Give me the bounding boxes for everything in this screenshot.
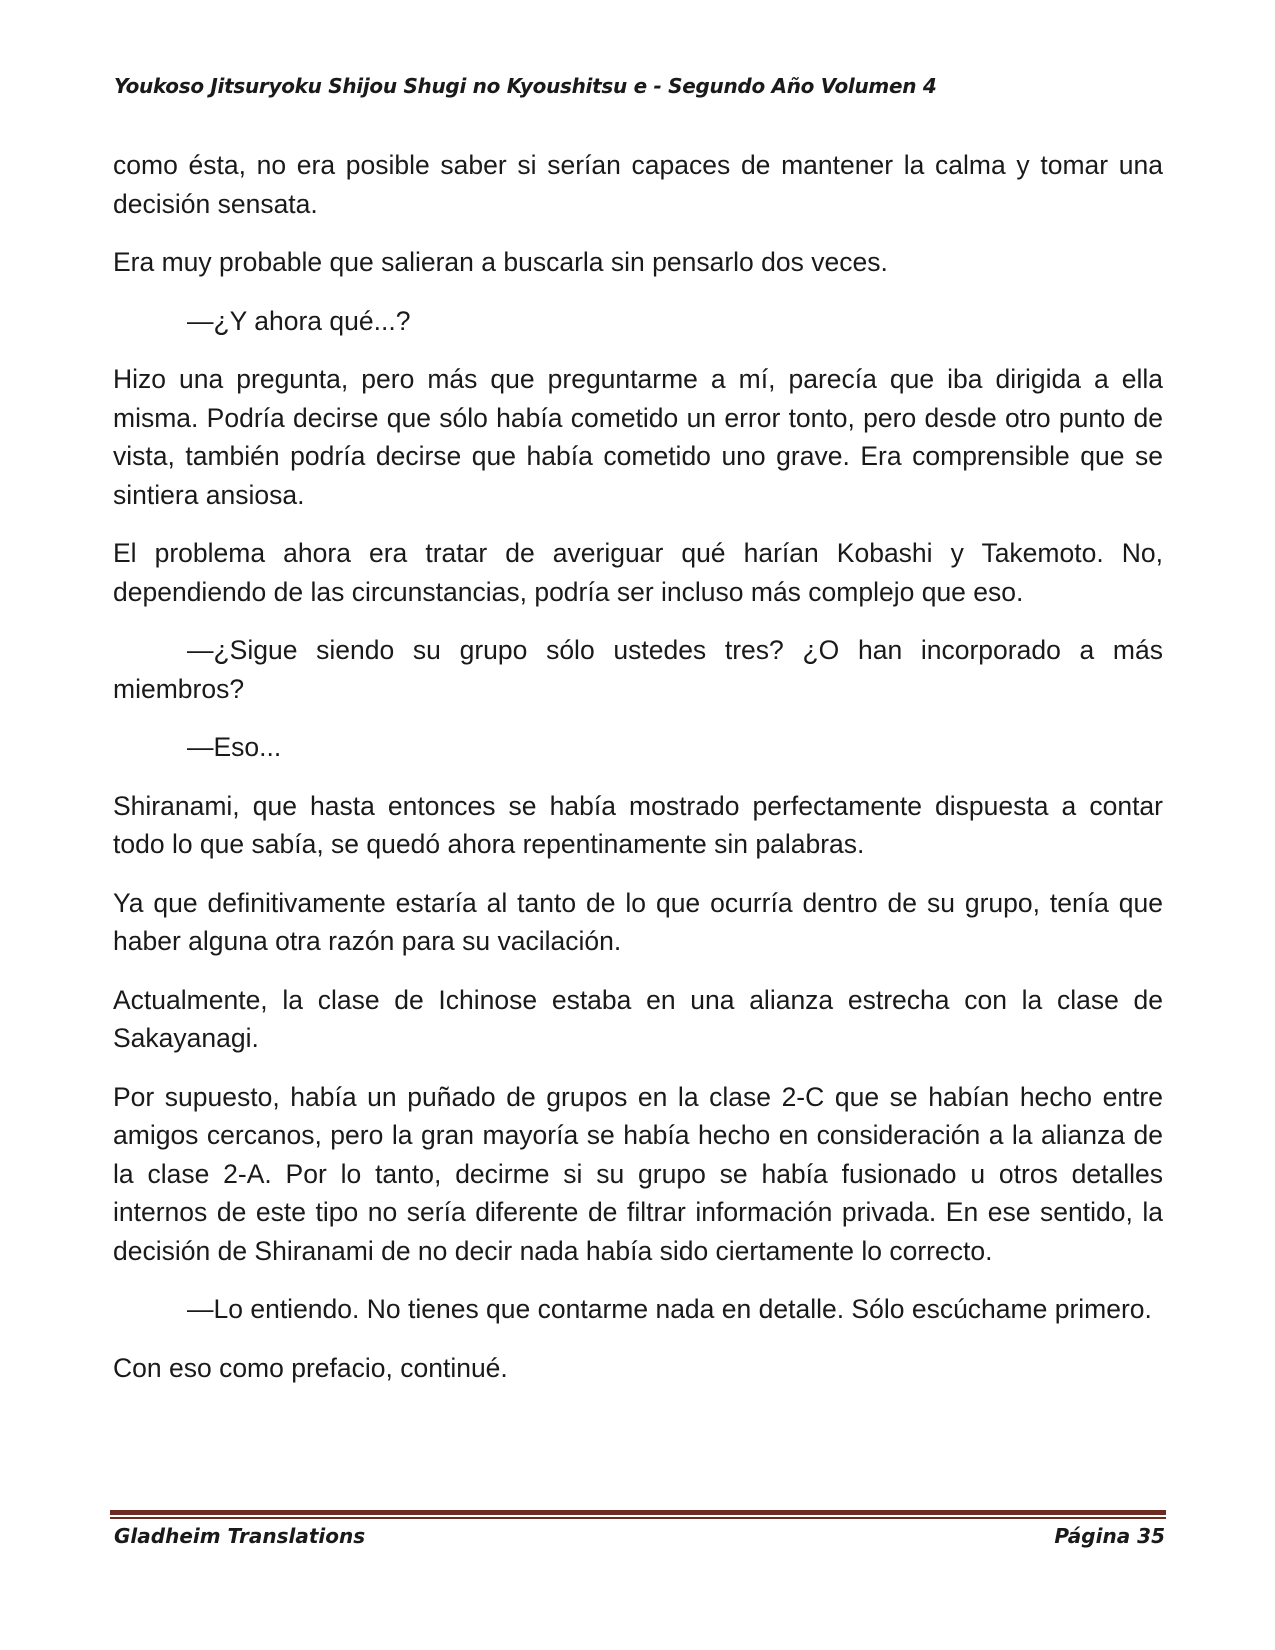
- footer-divider: [110, 1510, 1166, 1520]
- footer-divider-thick: [110, 1510, 1166, 1515]
- dialogue-line: —Lo entiendo. No tienes que contarme nada en detalle. Sólo escúchame primero.: [187, 1294, 1152, 1324]
- dialogue-line: —¿Sigue siendo su grupo sólo ustedes tres? ¿O han incorporado a más miembros?: [113, 635, 1163, 704]
- footer-divider-thin: [110, 1517, 1166, 1519]
- paragraph: El problema ahora era tratar de averiguar qué harían Kobashi y Takemoto. No, dependiendo de las circunstancias, podría ser incluso más complejo que eso.: [113, 538, 1163, 607]
- paragraph: Ya que definitivamente estaría al tanto de lo que ocurría dentro de su grupo, tenía que haber alguna otra razón para su vacilación.: [113, 887, 1163, 956]
- paragraph: como ésta, no era posible saber si serían capaces de mantener la calma y tomar una decisión sensata.: [113, 150, 1163, 219]
- paragraph: Hizo una pregunta, pero más que preguntarme a mí, parecía que iba dirigida a ella misma. Podría decirse que sólo había cometido un error tonto, pero desde otro punto de vista, también podría decirse que había cometido uno grave. Era comprensible que se sintiera ansiosa.: [113, 364, 1163, 510]
- paragraph: Actualmente, la clase de Ichinose estaba en una alianza estrecha con la clase de Sakayanagi.: [113, 984, 1163, 1053]
- paragraph: Por supuesto, había un puñado de grupos en la clase 2-C que se habían hecho entre amigos cercanos, pero la gran mayoría se había hecho en consideración a la alianza de la clase 2-A. Por lo tanto, decirme si su grupo se había fusionado u otros detalles internos de este tipo no sería diferente de filtrar información privada. En ese sentido, la decisión de Shiranami de no decir nada había sido ciertamente lo correcto.: [113, 1081, 1163, 1266]
- paragraph: Con eso como prefacio, continué.: [113, 1352, 508, 1383]
- dialogue-line: —¿Y ahora qué...?: [187, 305, 411, 336]
- footer-credit: Gladheim Translations: [114, 1524, 366, 1548]
- running-header: Youkoso Jitsuryoku Shijou Shugi no Kyoushitsu e - Segundo Año Volumen 4: [114, 74, 937, 98]
- dialogue-line: —Eso...: [187, 732, 282, 762]
- paragraph: Era muy probable que salieran a buscarla sin pensarlo dos veces.: [113, 247, 888, 277]
- page-number: Página 35: [1054, 1524, 1165, 1548]
- body-text: [113, 146, 1163, 1407]
- paragraph: Shiranami, que hasta entonces se había mostrado perfectamente dispuesta a contar todo lo que sabía, se quedó ahora repentinamente sin palabras.: [113, 790, 1163, 859]
